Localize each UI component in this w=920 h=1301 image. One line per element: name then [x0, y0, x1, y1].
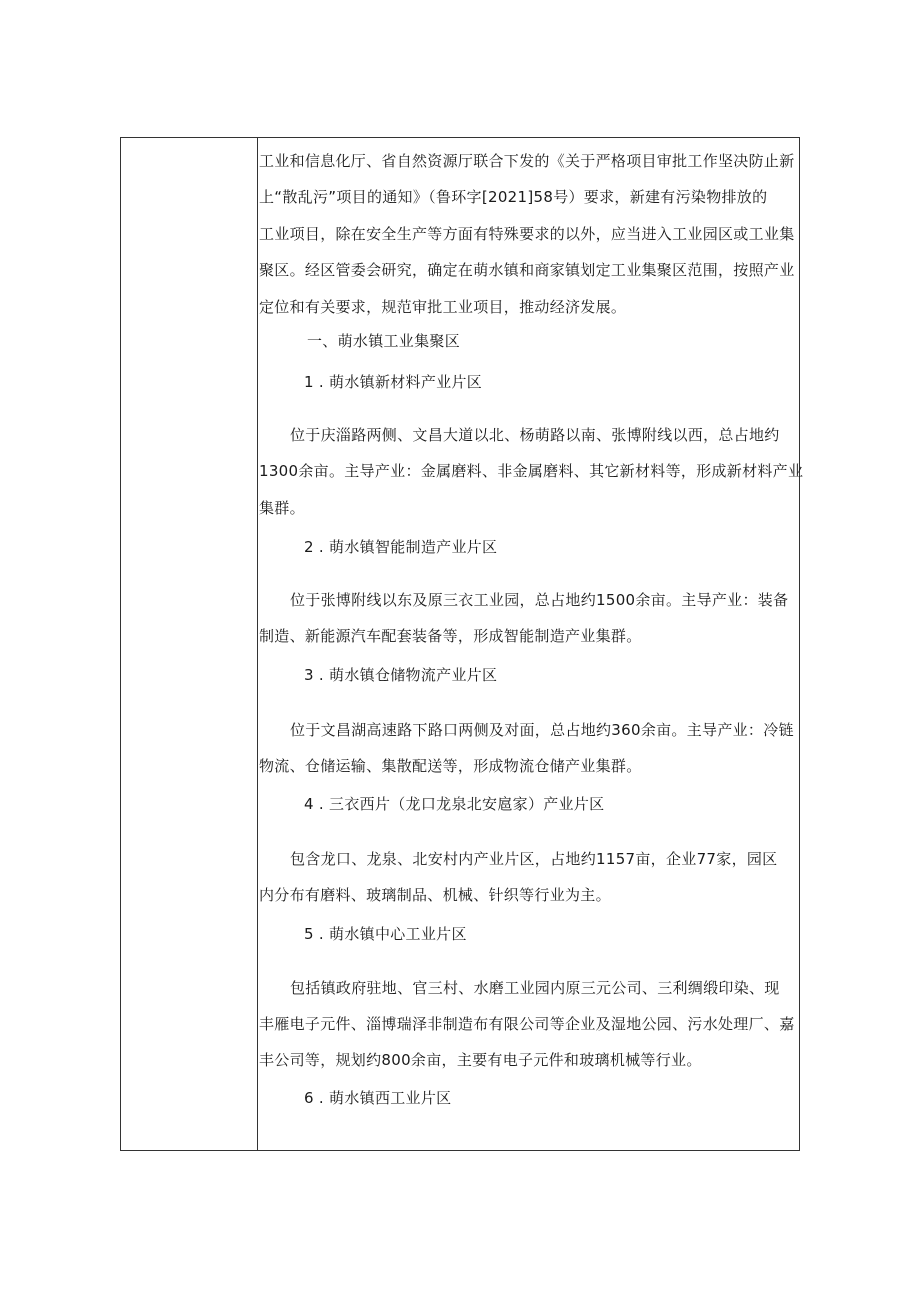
- document-table: [120, 137, 804, 1151]
- zone1-body-line-2: 1300余亩。主导产业：金属磨料、非金属磨料、其它新材料等，形成新材料产业: [259, 462, 804, 480]
- intro-line-1: 工业和信息化厅、省自然资源厅联合下发的《关于严格项目审批工作坚决防止新: [259, 152, 795, 170]
- intro-line-2: 上“散乱污”项目的通知》（鲁环字[2021]58号）要求，新建有污染物排放的: [259, 188, 768, 206]
- zone4-title: 4 . 三衣西片（龙口龙泉北安扈家）产业片区: [304, 795, 605, 813]
- table-content-cell: [259, 138, 804, 1150]
- zone5-body-line-1: 包括镇政府驻地、官三村、水磨工业园内原三元公司、三利绸缎印染、现: [290, 979, 780, 997]
- zone6-title: 6 . 萌水镇西工业片区: [304, 1089, 452, 1107]
- zone1-title: 1 . 萌水镇新材料产业片区: [304, 373, 483, 391]
- table-left-cell: [121, 138, 258, 1150]
- zone1-body-line-3: 集群。: [259, 499, 305, 517]
- zone1-body-line-1: 位于庆淄路两侧、文昌大道以北、杨萌路以南、张博附线以西，总占地约: [290, 426, 780, 444]
- intro-line-4: 聚区。经区管委会研究，确定在萌水镇和商家镇划定工业集聚区范围，按照产业: [259, 261, 795, 279]
- zone5-title: 5 . 萌水镇中心工业片区: [304, 925, 467, 943]
- zone5-body-line-3: 丰公司等，规划约800余亩，主要有电子元件和玻璃机械等行业。: [259, 1051, 702, 1069]
- zone2-body-line-1: 位于张博附线以东及原三衣工业园，总占地约1500余亩。主导产业：装备: [290, 591, 789, 609]
- zone4-body-line-1: 包含龙口、龙泉、北安村内产业片区，占地约1157亩，企业77家，园区: [290, 850, 778, 868]
- section-heading: 一、萌水镇工业集聚区: [307, 332, 461, 350]
- zone2-title: 2 . 萌水镇智能制造产业片区: [304, 538, 498, 556]
- intro-line-3: 工业项目，除在安全生产等方面有特殊要求的以外，应当进入工业园区或工业集: [259, 225, 795, 243]
- zone5-body-line-2: 丰雁电子元件、淄博瑞泽非制造布有限公司等企业及湿地公园、污水处理厂、嘉: [259, 1015, 795, 1033]
- zone3-body-line-2: 物流、仓储运输、集散配送等，形成物流仓储产业集群。: [259, 757, 642, 775]
- zone4-body-line-2: 内分布有磨料、玻璃制品、机械、针织等行业为主。: [259, 886, 611, 904]
- intro-line-5: 定位和有关要求，规范审批工业项目，推动经济发展。: [259, 298, 627, 316]
- zone3-body-line-1: 位于文昌湖高速路下路口两侧及对面，总占地约360余亩。主导产业：冷链: [290, 721, 794, 739]
- zone2-body-line-2: 制造、新能源汽车配套装备等，形成智能制造产业集群。: [259, 627, 642, 645]
- zone3-title: 3 . 萌水镇仓储物流产业片区: [304, 666, 498, 684]
